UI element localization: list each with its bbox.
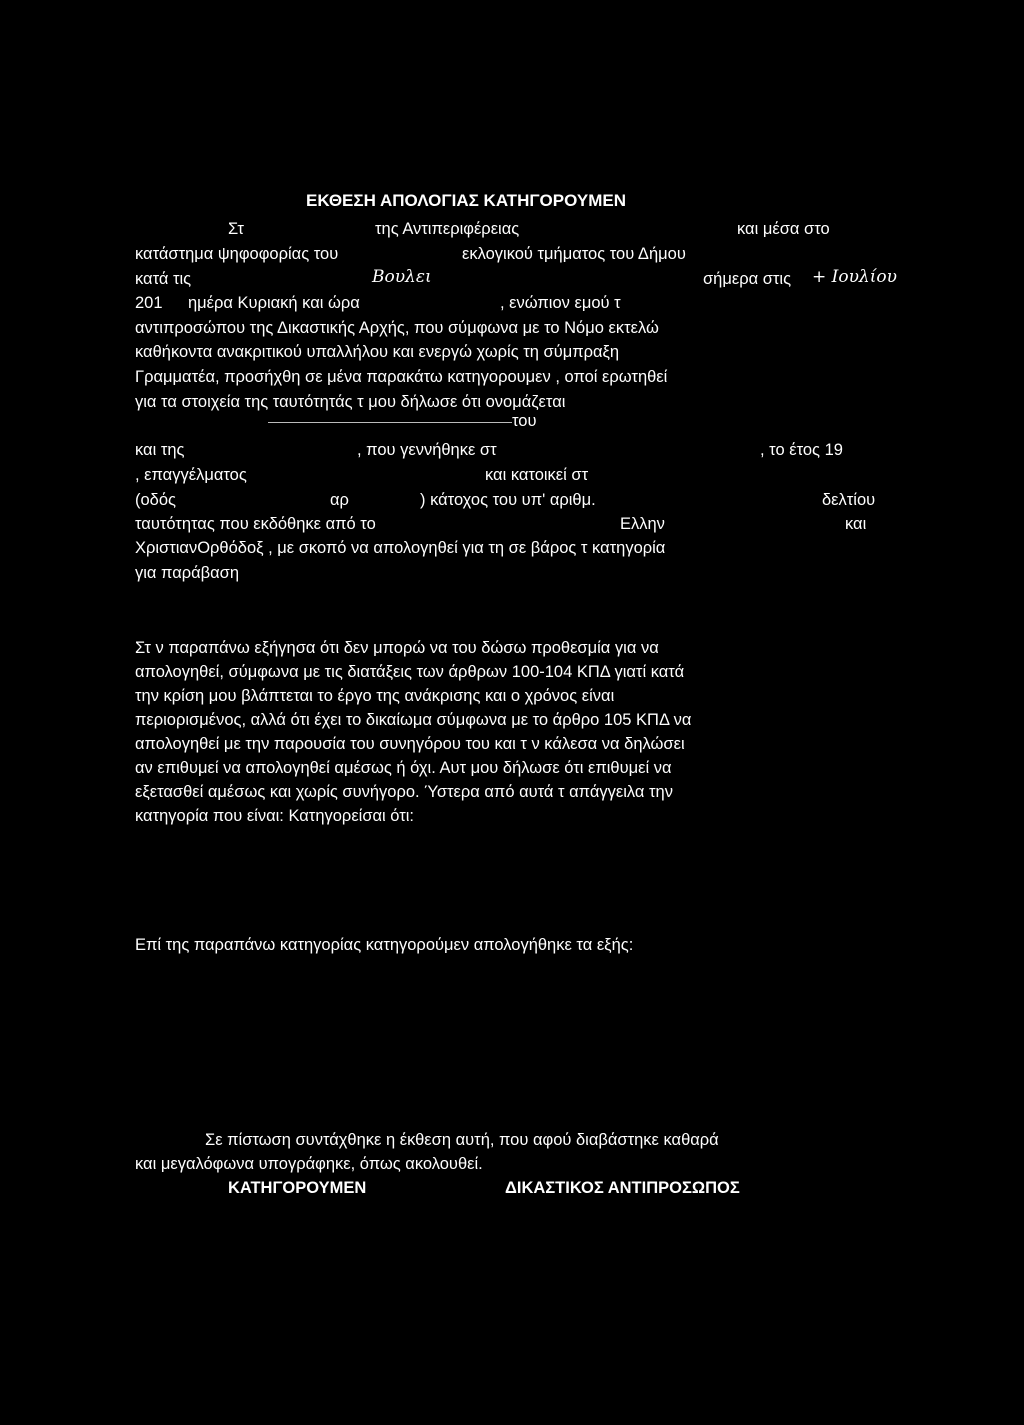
text-line: και [845, 515, 867, 533]
text-line: Γραμματέα, προσήχθη σε μένα παρακάτω κατηγορουμεν , οποί ερωτηθεί [135, 368, 668, 386]
signature-label-accused: ΚΑΤΗΓΟΡΟΥΜΕΝ [228, 1179, 367, 1197]
text-line: την κρίση μου βλάπτεται το έργο της ανάκρισης και ο χρόνος είναι [135, 687, 615, 705]
text-line: απολογηθεί, σύμφωνα με τις διατάξεις των άρθρων 100-104 ΚΠΔ γιατί κατά [135, 663, 685, 681]
text-line: σήμερα στις [703, 270, 792, 288]
text-line: της Αντιπεριφέρειας [375, 220, 520, 238]
text-line: Σε πίστωση συντάχθηκε η έκθεση αυτή, που αφού διαβάστηκε καθαρά [205, 1131, 719, 1149]
text-line: , ενώπιον εμού τ [500, 294, 621, 312]
text-line: Επί της παραπάνω κατηγορίας κατηγορούμεν απολογήθηκε τα εξής: [135, 936, 634, 954]
text-line: αν επιθυμεί να απολογηθεί αμέσως ή όχι. Αυτ μου δήλωσε ότι επιθυμεί να [135, 759, 672, 777]
text-line: για παράβαση [135, 564, 240, 582]
text-line: κατάστημα ψηφοφορίας του [135, 245, 339, 263]
text-line: ΧριστιανΟρθόδοξ , με σκοπό να απολογηθεί για τη σε βάρος τ κατηγορία [135, 539, 666, 557]
text-line: περιορισμένος, αλλά ότι έχει το δικαίωμα σύμφωνα με το άρθρο 105 ΚΠΔ να [135, 711, 692, 729]
text-line: καθήκοντα ανακριτικού υπαλλήλου και ενεργώ χωρίς τη σύμπραξη [135, 343, 620, 361]
text-line: και μεγαλόφωνα υπογράφηκε, όπως ακολουθεί. [135, 1155, 483, 1173]
text-line: Στ [228, 220, 244, 238]
dashed-fill-line [268, 422, 512, 423]
text-line: 201 [135, 294, 163, 312]
text-line: , που γεννήθηκε στ [357, 441, 497, 459]
text-line: εκλογικού τμήματος του Δήμου [462, 245, 686, 263]
text-line: ταυτότητας που εκδόθηκε από το [135, 515, 376, 533]
text-line: για τα στοιχεία της ταυτότητάς τ μου δήλωσε ότι ονομάζεται [135, 393, 566, 411]
text-line: Στ ν παραπάνω εξήγησα ότι δεν μπορώ να του δώσω προθεσμία για να [135, 639, 659, 657]
handwritten-month: + Ιουλίου [812, 267, 897, 287]
text-line: και μέσα στο [737, 220, 830, 238]
text-line: εξετασθεί αμέσως και χωρίς συνήγορο. Ύστερα από αυτά τ απάγγειλα την [135, 783, 673, 801]
text-line: κατηγορία που είναι: Κατηγορείσαι ότι: [135, 807, 415, 825]
text-line: του [512, 412, 537, 430]
text-line: , επαγγέλματος [135, 466, 247, 484]
text-line: και της [135, 441, 185, 459]
text-line: Ελλην [620, 515, 665, 533]
text-line: απολογηθεί με την παρουσία του συνηγόρου του και τ ν κάλεσα να δηλώσει [135, 735, 685, 753]
text-line: , το έτος 19 [760, 441, 843, 459]
handwritten-day: Βουλει [372, 267, 432, 287]
text-line: αντιπροσώπου της Δικαστικής Αρχής, που σύμφωνα με το Νόμο εκτελώ [135, 319, 659, 337]
text-line: αρ [330, 491, 349, 509]
document-title: ΕΚΘΕΣΗ ΑΠΟΛΟΓΙΑΣ ΚΑΤΗΓΟΡΟΥΜΕΝ [306, 191, 626, 210]
text-line: ) κάτοχος του υπ' αριθμ. [420, 491, 596, 509]
text-line: και κατοικεί στ [485, 466, 589, 484]
text-line: δελτίου [822, 491, 876, 509]
signature-label-judicial-rep: ΔΙΚΑΣΤΙΚΟΣ ΑΝΤΙΠΡΟΣΩΠΟΣ [505, 1179, 740, 1197]
text-line: ημέρα Κυριακή και ώρα [188, 294, 360, 312]
text-line: κατά τις [135, 270, 192, 288]
text-line: (οδός [135, 491, 176, 509]
